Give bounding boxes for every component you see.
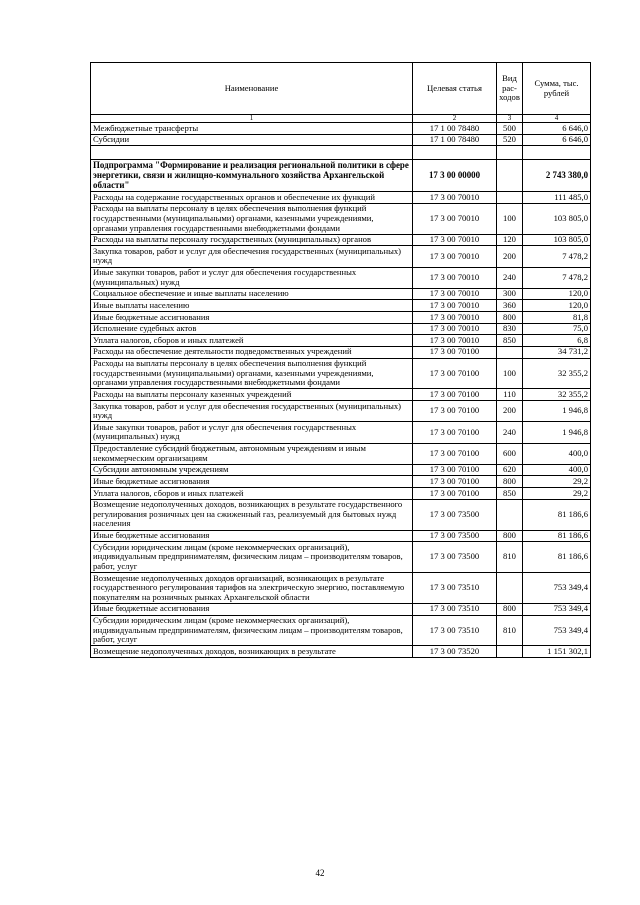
cell-sum: 29,2 xyxy=(523,488,591,500)
cell-code: 17 1 00 78480 xyxy=(413,134,497,146)
cell-vid: 800 xyxy=(497,603,523,615)
cell-name: Уплата налогов, сборов и иных платежей xyxy=(91,335,413,347)
cell-name: Возмещение недополученных доходов организаций, возникающих в результате государственного регулирования тарифов на электрическую энергию, поставляемую покупателям на розничных рынках Архангельской области xyxy=(91,573,413,604)
cell-code: 17 3 00 73510 xyxy=(413,603,497,615)
table-row xyxy=(91,335,591,347)
cell-vid: 520 xyxy=(497,134,523,146)
cell-name: Исполнение судебных актов xyxy=(91,323,413,335)
cell-vid: 360 xyxy=(497,300,523,312)
cell-sum: 1 946,8 xyxy=(523,401,591,422)
cell-sum: 400,0 xyxy=(523,464,591,476)
spacer-row xyxy=(91,146,591,160)
cell-code: 17 3 00 70010 xyxy=(413,234,497,246)
cell-sum: 7 478,2 xyxy=(523,267,591,288)
cell-sum: 34 731,2 xyxy=(523,346,591,358)
budget-document xyxy=(90,62,590,658)
cell-name: Уплата налогов, сборов и иных платежей xyxy=(91,488,413,500)
table-row xyxy=(91,288,591,300)
cell-code: 17 3 00 70010 xyxy=(413,300,497,312)
column-number: 2 xyxy=(413,115,497,123)
cell-vid: 240 xyxy=(497,422,523,443)
table-row xyxy=(91,246,591,267)
cell-sum: 103 805,0 xyxy=(523,203,591,234)
table-header-row xyxy=(91,63,591,115)
table-row xyxy=(91,401,591,422)
table-row xyxy=(91,488,591,500)
cell-vid xyxy=(497,160,523,192)
cell-code: 17 3 00 70010 xyxy=(413,203,497,234)
cell-sum: 753 349,4 xyxy=(523,603,591,615)
cell-code xyxy=(413,146,497,160)
cell-code: 17 3 00 70010 xyxy=(413,335,497,347)
cell-vid: 800 xyxy=(497,312,523,324)
table-row xyxy=(91,499,591,530)
cell-vid: 810 xyxy=(497,542,523,573)
table-row xyxy=(91,443,591,464)
cell-sum: 6 646,0 xyxy=(523,134,591,146)
cell-sum: 400,0 xyxy=(523,443,591,464)
cell-vid: 120 xyxy=(497,234,523,246)
cell-sum: 1 151 302,1 xyxy=(523,646,591,658)
table-row xyxy=(91,192,591,204)
cell-sum xyxy=(523,146,591,160)
cell-vid: 800 xyxy=(497,530,523,542)
cell-code: 17 3 00 70100 xyxy=(413,358,497,389)
cell-sum: 81,8 xyxy=(523,312,591,324)
cell-name: Возмещение недополученных доходов, возникающих в результате государственного регулирования розничных цен на сжиженный газ, реализуемый для бытовых нужд населения xyxy=(91,499,413,530)
cell-vid: 810 xyxy=(497,615,523,646)
table-row xyxy=(91,464,591,476)
cell-vid: 100 xyxy=(497,358,523,389)
cell-name: Субсидии автономным учреждениям xyxy=(91,464,413,476)
cell-name: Предоставление субсидий бюджетным, автономным учреждениям и иным некоммерческим организациям xyxy=(91,443,413,464)
table-row xyxy=(91,234,591,246)
cell-name: Возмещение недополученных доходов, возникающих в результате xyxy=(91,646,413,658)
table-row xyxy=(91,476,591,488)
cell-vid xyxy=(497,499,523,530)
cell-vid: 850 xyxy=(497,335,523,347)
cell-sum: 81 186,6 xyxy=(523,530,591,542)
cell-sum: 120,0 xyxy=(523,300,591,312)
table-row xyxy=(91,573,591,604)
cell-code: 17 3 00 70100 xyxy=(413,401,497,422)
cell-name: Иные бюджетные ассигнования xyxy=(91,530,413,542)
cell-name: Иные закупки товаров, работ и услуг для обеспечения государственных (муниципальных) нужд xyxy=(91,422,413,443)
cell-vid: 110 xyxy=(497,389,523,401)
cell-name: Закупка товаров, работ и услуг для обеспечения государственных (муниципальных) нужд xyxy=(91,401,413,422)
column-number: 1 xyxy=(91,115,413,123)
cell-code: 17 3 00 73520 xyxy=(413,646,497,658)
table-row xyxy=(91,267,591,288)
budget-table-body xyxy=(91,63,591,658)
cell-name: Социальное обеспечение и иные выплаты населению xyxy=(91,288,413,300)
cell-name xyxy=(91,146,413,160)
cell-code: 17 3 00 73500 xyxy=(413,530,497,542)
cell-sum: 103 805,0 xyxy=(523,234,591,246)
table-row xyxy=(91,646,591,658)
cell-vid xyxy=(497,646,523,658)
cell-name: Расходы на обеспечение деятельности подведомственных учреждений xyxy=(91,346,413,358)
cell-sum: 81 186,6 xyxy=(523,542,591,573)
cell-code: 17 1 00 78480 xyxy=(413,123,497,135)
table-row xyxy=(91,422,591,443)
cell-vid: 600 xyxy=(497,443,523,464)
cell-vid xyxy=(497,192,523,204)
header-name: Наименование xyxy=(91,63,413,115)
table-row xyxy=(91,323,591,335)
table-row xyxy=(91,300,591,312)
cell-sum: 120,0 xyxy=(523,288,591,300)
cell-sum: 75,0 xyxy=(523,323,591,335)
header-vid: Вид рас-ходов xyxy=(497,63,523,115)
cell-sum: 81 186,6 xyxy=(523,499,591,530)
cell-name: Расходы на выплаты персоналу в целях обеспечения выполнения функций государственными (муниципальными) органами, казенными учреждениями, органами управления государственными внебюджетными фондами xyxy=(91,203,413,234)
cell-sum: 32 355,2 xyxy=(523,358,591,389)
cell-name: Закупка товаров, работ и услуг для обеспечения государственных (муниципальных) нужд xyxy=(91,246,413,267)
table-row xyxy=(91,346,591,358)
table-row xyxy=(91,203,591,234)
cell-code: 17 3 00 73500 xyxy=(413,542,497,573)
cell-sum: 6 646,0 xyxy=(523,123,591,135)
table-row xyxy=(91,134,591,146)
cell-name: Иные закупки товаров, работ и услуг для обеспечения государственных (муниципальных) нужд xyxy=(91,267,413,288)
cell-code: 17 3 00 00000 xyxy=(413,160,497,192)
cell-code: 17 3 00 73510 xyxy=(413,573,497,604)
cell-code: 17 3 00 70100 xyxy=(413,346,497,358)
cell-vid: 500 xyxy=(497,123,523,135)
cell-sum: 111 485,0 xyxy=(523,192,591,204)
cell-sum: 753 349,4 xyxy=(523,573,591,604)
table-row xyxy=(91,389,591,401)
cell-sum: 753 349,4 xyxy=(523,615,591,646)
cell-vid: 850 xyxy=(497,488,523,500)
cell-vid: 620 xyxy=(497,464,523,476)
cell-name: Субсидии xyxy=(91,134,413,146)
cell-vid: 240 xyxy=(497,267,523,288)
cell-sum: 2 743 380,0 xyxy=(523,160,591,192)
cell-vid xyxy=(497,573,523,604)
budget-table xyxy=(90,62,591,658)
cell-name: Подпрограмма "Формирование и реализация региональной политики в сфере энергетики, связи и жилищно-коммунального хозяйства Архангельской области" xyxy=(91,160,413,192)
table-row xyxy=(91,530,591,542)
cell-code: 17 3 00 70100 xyxy=(413,488,497,500)
cell-sum: 6,8 xyxy=(523,335,591,347)
cell-code: 17 3 00 70010 xyxy=(413,288,497,300)
cell-sum: 29,2 xyxy=(523,476,591,488)
cell-code: 17 3 00 70010 xyxy=(413,323,497,335)
table-row xyxy=(91,615,591,646)
cell-name: Иные бюджетные ассигнования xyxy=(91,603,413,615)
cell-vid xyxy=(497,146,523,160)
header-code: Целевая статья xyxy=(413,63,497,115)
subprogram-row xyxy=(91,160,591,192)
table-row xyxy=(91,542,591,573)
cell-name: Иные выплаты населению xyxy=(91,300,413,312)
cell-name: Расходы на содержание государственных органов и обеспечение их функций xyxy=(91,192,413,204)
cell-sum: 32 355,2 xyxy=(523,389,591,401)
cell-name: Расходы на выплаты персоналу в целях обеспечения выполнения функций государственными (муниципальными) органами, казенными учреждениями, органами управления государственными внебюджетными фондами xyxy=(91,358,413,389)
cell-vid: 830 xyxy=(497,323,523,335)
column-number: 3 xyxy=(497,115,523,123)
cell-name: Субсидии юридическим лицам (кроме некоммерческих организаций), индивидуальным предпринимателям, физическим лицам – производителям товаров, работ, услуг xyxy=(91,615,413,646)
cell-vid: 300 xyxy=(497,288,523,300)
cell-code: 17 3 00 70100 xyxy=(413,422,497,443)
cell-code: 17 3 00 70010 xyxy=(413,312,497,324)
cell-name: Иные бюджетные ассигнования xyxy=(91,476,413,488)
cell-name: Расходы на выплаты персоналу государственных (муниципальных) органов xyxy=(91,234,413,246)
cell-code: 17 3 00 70100 xyxy=(413,464,497,476)
cell-code: 17 3 00 70100 xyxy=(413,476,497,488)
cell-vid xyxy=(497,346,523,358)
cell-name: Субсидии юридическим лицам (кроме некоммерческих организаций), индивидуальным предпринимателям, физическим лицам – производителям товаров, работ, услуг xyxy=(91,542,413,573)
cell-name: Расходы на выплаты персоналу казенных учреждений xyxy=(91,389,413,401)
column-number: 4 xyxy=(523,115,591,123)
cell-name: Межбюджетные трансферты xyxy=(91,123,413,135)
cell-vid: 100 xyxy=(497,203,523,234)
cell-vid: 200 xyxy=(497,246,523,267)
header-sum: Сумма, тыс. рублей xyxy=(523,63,591,115)
table-row xyxy=(91,123,591,135)
cell-sum: 1 946,8 xyxy=(523,422,591,443)
cell-sum: 7 478,2 xyxy=(523,246,591,267)
cell-code: 17 3 00 70100 xyxy=(413,443,497,464)
cell-name: Иные бюджетные ассигнования xyxy=(91,312,413,324)
cell-vid: 800 xyxy=(497,476,523,488)
cell-code: 17 3 00 70010 xyxy=(413,192,497,204)
cell-code: 17 3 00 73500 xyxy=(413,499,497,530)
column-numbers-row xyxy=(91,115,591,123)
cell-code: 17 3 00 70010 xyxy=(413,246,497,267)
page-number: 42 xyxy=(315,868,325,878)
table-row xyxy=(91,312,591,324)
table-row xyxy=(91,603,591,615)
cell-code: 17 3 00 73510 xyxy=(413,615,497,646)
cell-code: 17 3 00 70010 xyxy=(413,267,497,288)
table-row xyxy=(91,358,591,389)
cell-code: 17 3 00 70100 xyxy=(413,389,497,401)
cell-vid: 200 xyxy=(497,401,523,422)
